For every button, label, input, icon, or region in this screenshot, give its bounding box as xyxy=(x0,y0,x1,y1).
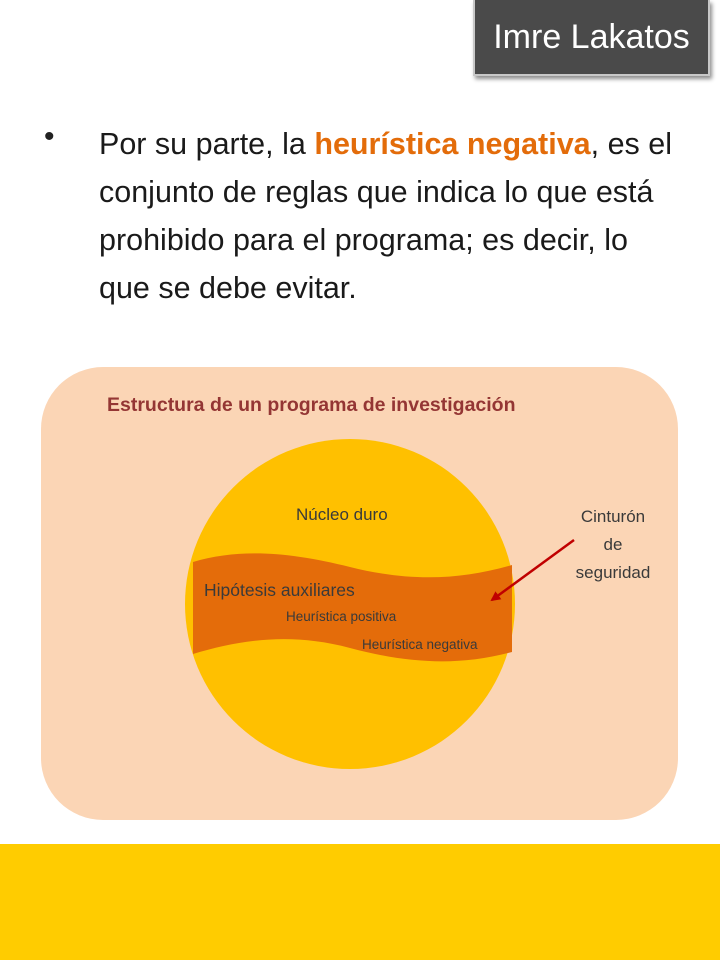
core-label: Núcleo duro xyxy=(296,505,388,524)
belt-label-line-1: Cinturón xyxy=(580,507,646,526)
positive-heuristic-label: Heurística positiva xyxy=(286,609,397,624)
body-text-start: Por su parte, la xyxy=(99,127,315,161)
bullet-marker: • xyxy=(44,120,55,153)
highlight-term: heurística negativa xyxy=(314,127,591,161)
negative-heuristic-label: Heurística negativa xyxy=(362,637,478,652)
body-text-end: , es el conjunto de reglas que indica lo que está prohibido para el programa; es decir, lo que se debe evitar. xyxy=(99,127,672,305)
belt-label-line-2: de xyxy=(603,535,623,554)
slide-title: Imre Lakatos xyxy=(493,17,690,56)
diagram-title: Estructura de un programa de investigación xyxy=(107,394,516,416)
band-label: Hipótesis auxiliares xyxy=(204,580,355,600)
protective-belt-label xyxy=(553,503,673,587)
belt-label-line-3: seguridad xyxy=(575,563,651,582)
footer-band xyxy=(0,844,720,960)
